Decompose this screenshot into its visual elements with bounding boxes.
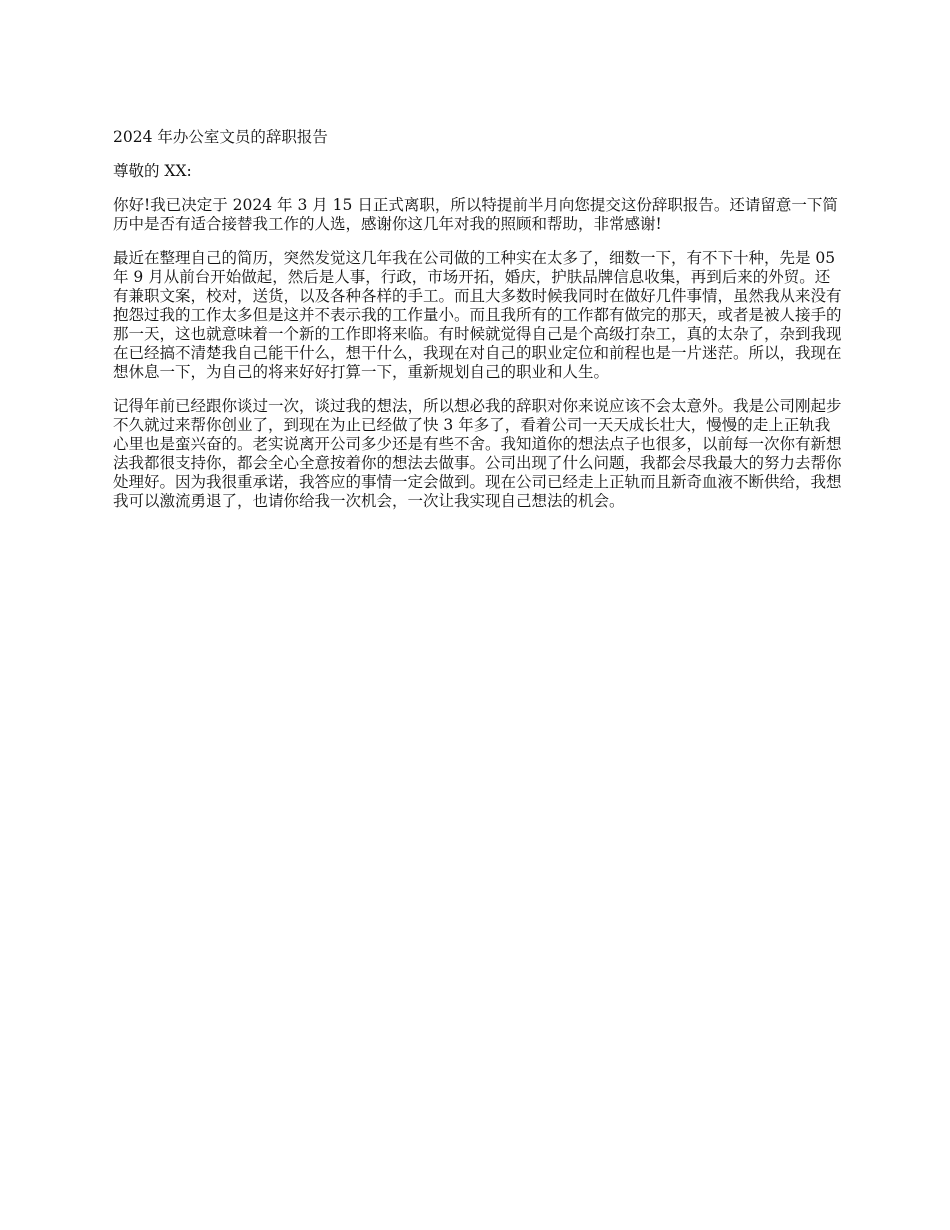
paragraph-2: 最近在整理自己的简历，突然发觉这几年我在公司做的工种实在太多了，细数一下，有不下十种，先是 05 年 9 月从前台开始做起，然后是人事，行政，市场开拓，婚庆，护肤品牌信息收集，再到后来的外贸。还有兼职文案，校对，送货，以及各种各样的手工。而且大多数时候我同时在做好几件事情，虽然我从来没有抱怨过我的工作太多但是这并不表示我的工作量小。而且我所有的工作都有做完的那天，或者是被人接手的那一天，这也就意味着一个新的工作即将来临。有时候就觉得自己是个高级打杂工，真的太杂了，杂到我现在已经搞不清楚我自己能干什么，想干什么，我现在对自己的职业定位和前程也是一片迷茫。所以，我现在想休息一下，为自己的将来好好打算一下，重新规划自己的职业和人生。: [113, 249, 842, 381]
salutation: 尊敬的 XX:: [113, 162, 192, 180]
paragraph-1: 你好!我已决定于 2024 年 3 月 15 日正式离职，所以特提前半月向您提交这份辞职报告。还请留意一下简历中是否有适合接替我工作的人选，感谢你这几年对我的照顾和帮助，非常感谢!: [113, 196, 838, 233]
paragraph-3: 记得年前已经跟你谈过一次，谈过我的想法，所以想必我的辞职对你来说应该不会太意外。我是公司刚起步不久就过来帮你创业了，到现在为止已经做了快 3 年多了，看着公司一天天成长壮大，慢慢的走上正轨我心里也是蛮兴奋的。老实说离开公司多少还是有些不舍。我知道你的想法点子也很多，以前每一次你有新想法我都很支持你，都会全心全意按着你的想法去做事。公司出现了什么问题，我都会尽我最大的努力去帮你处理好。因为我很重承诺，我答应的事情一定会做到。现在公司已经走上正轨而且新奇血液不断供给，我想我可以激流勇退了，也请你给我一次机会，一次让我实现自己想法的机会。: [113, 397, 842, 510]
document-page: [113, 128, 843, 526]
document-title: 2024 年办公室文员的辞职报告: [113, 128, 328, 146]
